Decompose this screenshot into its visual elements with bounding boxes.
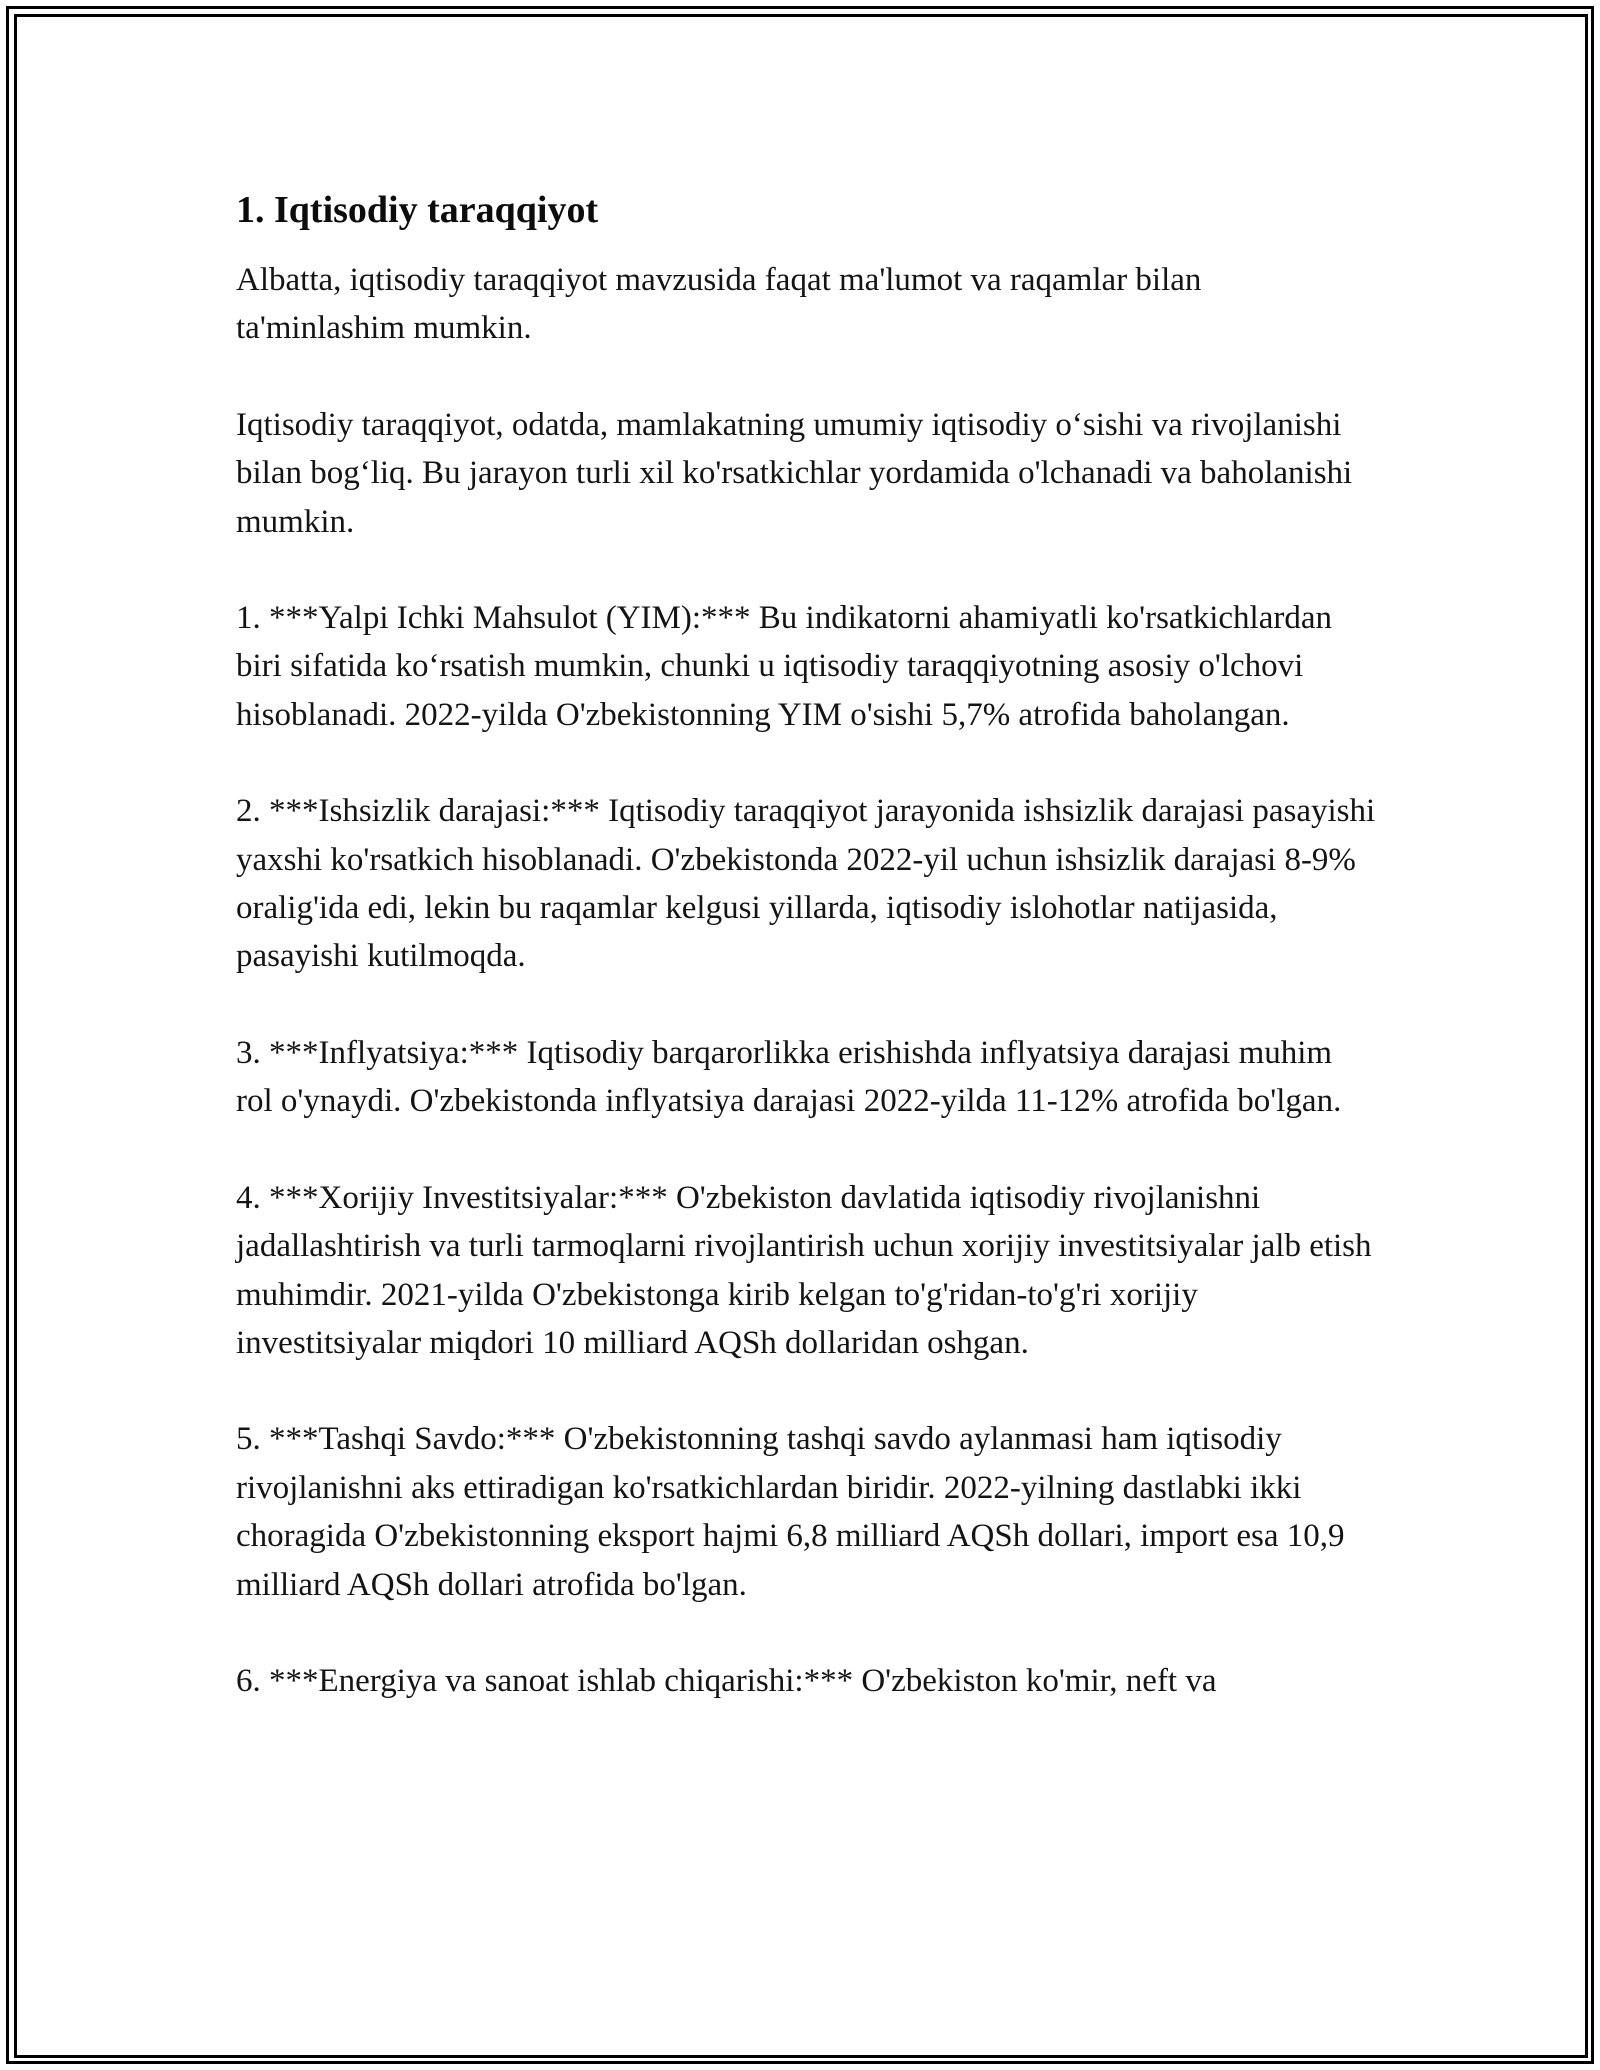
paragraph-foreign-trade: 5. ***Tashqi Savdo:*** O'zbekistonning tashqi savdo aylanmasi ham iqtisodiy rivojlanishni aks ettiradigan ko'rsatkichlardan biridir. 2022-yilning dastlabki ikki choragida O'zbekistonning eksport hajmi 6,8 milliard AQSh dollari, import esa 10,9 milliard AQSh dollari atrofida bo'lgan. (236, 1421, 1345, 1603)
paragraph-gdp: 1. ***Yalpi Ichki Mahsulot (YIM):*** Bu indikatorni ahamiyatli ko'rsatkichlardan biri sifatida ko‘rsatish mumkin, chunki u iqtisodiy taraqqiyotning asosiy o'lchovi hisoblanadi. 2022-yilda O'zbekistonning YIM o'sishi 5,7% atrofida baholangan. (236, 600, 1333, 733)
paragraph-overview: Iqtisodiy taraqqiyot, odatda, mamlakatning umumiy iqtisodiy o‘sishi va rivojlanishi bilan bog‘liq. Bu jarayon turli xil ko'rsatkichlar yordamida o'lchanadi va baholanishi mumkin. (236, 406, 1353, 540)
paragraph-intro: Albatta, iqtisodiy taraqqiyot mavzusida faqat ma'lumot va raqamlar bilan ta'minlashim mumkin. (236, 262, 1202, 347)
paragraph-unemployment: 2. ***Ishsizlik darajasi:*** Iqtisodiy taraqqiyot jarayonida ishsizlik darajasi pasayishi yaxshi ko'rsatkich hisoblanadi. O'zbekistonda 2022-yil uchun ishsizlik darajasi 8-9% oralig'ida edi, lekin bu raqamlar kelgusi yillarda, iqtisodiy islohotlar natijasida, pasayishi kutilmoqda. (236, 793, 1376, 975)
paragraph-foreign-investment: 4. ***Xorijiy Investitsiyalar:*** O'zbekiston davlatida iqtisodiy rivojlanishni jadallashtirish va turli tarmoqlarni rivojlantirish uchun xorijiy investitsiyalar jalb etish muhimdir. 2021-yilda O'zbekistonga kirib kelgan to'g'ridan-to'g'ri xorijiy investitsiyalar miqdori 10 milliard AQSh dollaridan oshgan. (236, 1179, 1372, 1361)
paragraph-energy-industry: 6. ***Energiya va sanoat ishlab chiqarishi:*** O'zbekiston ko'mir, neft va (236, 1662, 1217, 1699)
section-heading: 1. Iqtisodiy taraqqiyot (236, 189, 599, 231)
paragraph-inflation: 3. ***Inflyatsiya:*** Iqtisodiy barqarorlikka erishishda inflyatsiya darajasi muhim rol o'ynaydi. O'zbekistonda inflyatsiya darajasi 2022-yilda 11-12% atrofida bo'lgan. (236, 1034, 1342, 1120)
document-body (236, 186, 1376, 1705)
